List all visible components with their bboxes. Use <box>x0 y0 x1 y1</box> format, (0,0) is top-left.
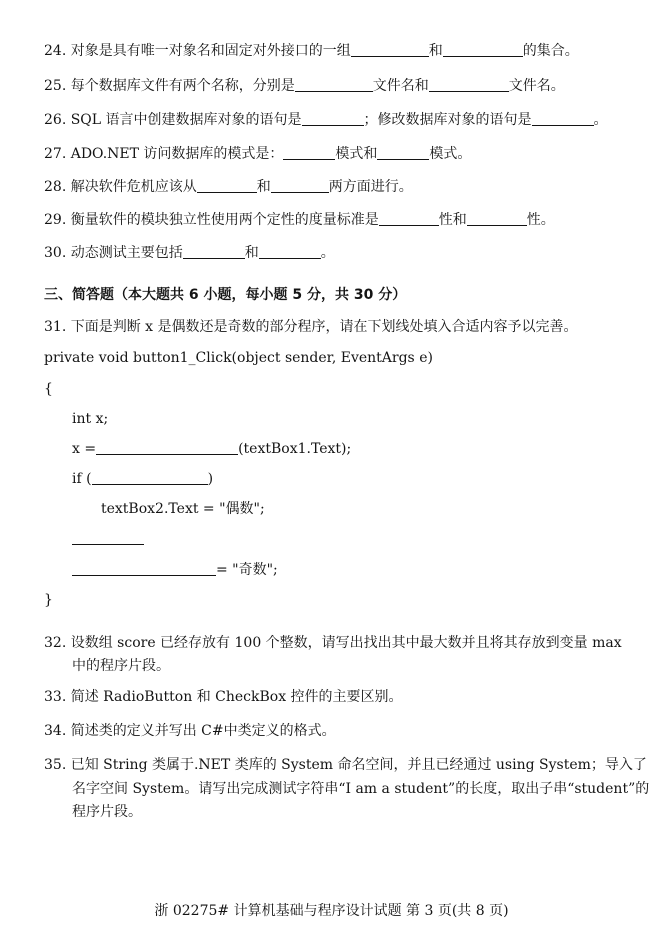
question-text: 两方面进行。 <box>328 179 413 195</box>
code-line <box>72 440 351 458</box>
question-text: 。 <box>593 112 608 128</box>
question-text: 下面是判断 x 是偶数还是奇数的部分程序，请在下划线处填入合适内容予以完善。 <box>70 319 578 335</box>
answer-blank <box>379 211 439 226</box>
question-text: 动态测试主要包括 <box>70 245 183 261</box>
question-text: 模式。 <box>429 146 472 162</box>
question-text: 解决软件危机应该从 <box>70 179 197 195</box>
question-text: 已知 String 类属于.NET 类库的 System 命名空间，并且已经通过 using System；导入了 <box>70 757 647 773</box>
answer-blank <box>183 244 245 259</box>
question-text: 简述类的定义并写出 C#中类定义的格式。 <box>70 723 336 739</box>
question-number: 35. <box>44 757 67 773</box>
question-text: 。 <box>320 245 335 261</box>
answer-blank <box>271 178 329 193</box>
question-text: 模式和 <box>335 146 378 162</box>
question-text: SQL 语言中创建数据库对象的语句是 <box>70 112 302 128</box>
question-25 <box>44 77 565 95</box>
code-line: textBox2.Text = "偶数"; <box>101 501 265 517</box>
question-text: 性和 <box>438 212 467 228</box>
question-text: 每个数据库文件有两个名称，分别是 <box>70 78 295 94</box>
code-line <box>72 470 213 488</box>
code-text: (textBox1.Text); <box>238 441 352 457</box>
question-30 <box>44 244 335 262</box>
question-text: 性。 <box>526 212 555 228</box>
question-number: 30. <box>44 245 67 261</box>
question-text: 文件名。 <box>508 78 565 94</box>
question-35 <box>44 756 647 774</box>
question-text: ；修改数据库对象的语句是 <box>363 112 532 128</box>
question-29 <box>44 211 555 229</box>
question-number: 25. <box>44 78 67 94</box>
question-number: 33. <box>44 689 67 705</box>
answer-blank <box>429 77 509 92</box>
question-31 <box>44 318 578 336</box>
code-close-brace: } <box>44 592 53 608</box>
question-text-continued: 中的程序片段。 <box>72 658 170 674</box>
answer-blank <box>295 77 373 92</box>
answer-blank <box>302 111 364 126</box>
question-text: 对象是具有唯一对象名和固定对外接口的一组 <box>70 43 351 59</box>
question-text: 简述 RadioButton 和 CheckBox 控件的主要区别。 <box>70 689 403 705</box>
question-text: 设数组 score 已经存放有 100 个整数，请写出找出其中最大数并且将其存放到变量 max <box>70 635 622 651</box>
code-text: x = <box>72 441 97 457</box>
code-text: ) <box>207 471 214 487</box>
question-text: ADO.NET 访问数据库的模式是： <box>70 146 284 162</box>
question-number: 26. <box>44 112 67 128</box>
question-text: 和 <box>244 245 259 261</box>
code-text: = "奇数"; <box>216 562 278 578</box>
code-signature: private void button1_Click(object sender, EventArgs e) <box>44 350 433 366</box>
code-open-brace: { <box>44 381 53 397</box>
answer-blank <box>443 42 523 57</box>
question-text: 的集合。 <box>522 43 579 59</box>
answer-blank <box>72 530 144 545</box>
question-27 <box>44 145 471 163</box>
question-24 <box>44 42 579 60</box>
answer-blank <box>197 178 257 193</box>
question-number: 32. <box>44 635 67 651</box>
page-footer: 浙 02275# 计算机基础与程序设计试题 第 3 页(共 8 页) <box>154 903 509 919</box>
question-28 <box>44 178 413 196</box>
question-text-continued: 名字空间 System。请写出完成测试字符串“I am a student”的长度，取出子串“student”的 <box>72 781 650 797</box>
question-number: 24. <box>44 43 67 59</box>
answer-blank <box>92 470 208 485</box>
answer-blank <box>351 42 429 57</box>
answer-blank <box>72 561 216 576</box>
question-text: 衡量软件的模块独立性使用两个定性的度量标准是 <box>70 212 379 228</box>
code-line <box>72 530 144 548</box>
answer-blank <box>96 440 238 455</box>
code-line: int x; <box>72 411 109 427</box>
question-number: 31. <box>44 319 67 335</box>
question-26 <box>44 111 608 129</box>
question-text: 和 <box>256 179 271 195</box>
question-text-continued: 程序片段。 <box>72 804 142 820</box>
code-text: if ( <box>72 471 92 487</box>
section-heading: 三、简答题（本大题共 6 小题，每小题 5 分，共 30 分） <box>44 287 407 303</box>
question-34 <box>44 722 336 740</box>
question-32 <box>44 634 622 652</box>
answer-blank <box>283 145 335 160</box>
question-number: 28. <box>44 179 67 195</box>
question-number: 29. <box>44 212 67 228</box>
code-line <box>72 561 278 579</box>
answer-blank <box>259 244 321 259</box>
question-number: 34. <box>44 723 67 739</box>
answer-blank <box>532 111 594 126</box>
question-text: 和 <box>428 43 443 59</box>
question-33 <box>44 688 403 706</box>
answer-blank <box>377 145 429 160</box>
answer-blank <box>467 211 527 226</box>
question-number: 27. <box>44 146 67 162</box>
question-text: 文件名和 <box>372 78 429 94</box>
